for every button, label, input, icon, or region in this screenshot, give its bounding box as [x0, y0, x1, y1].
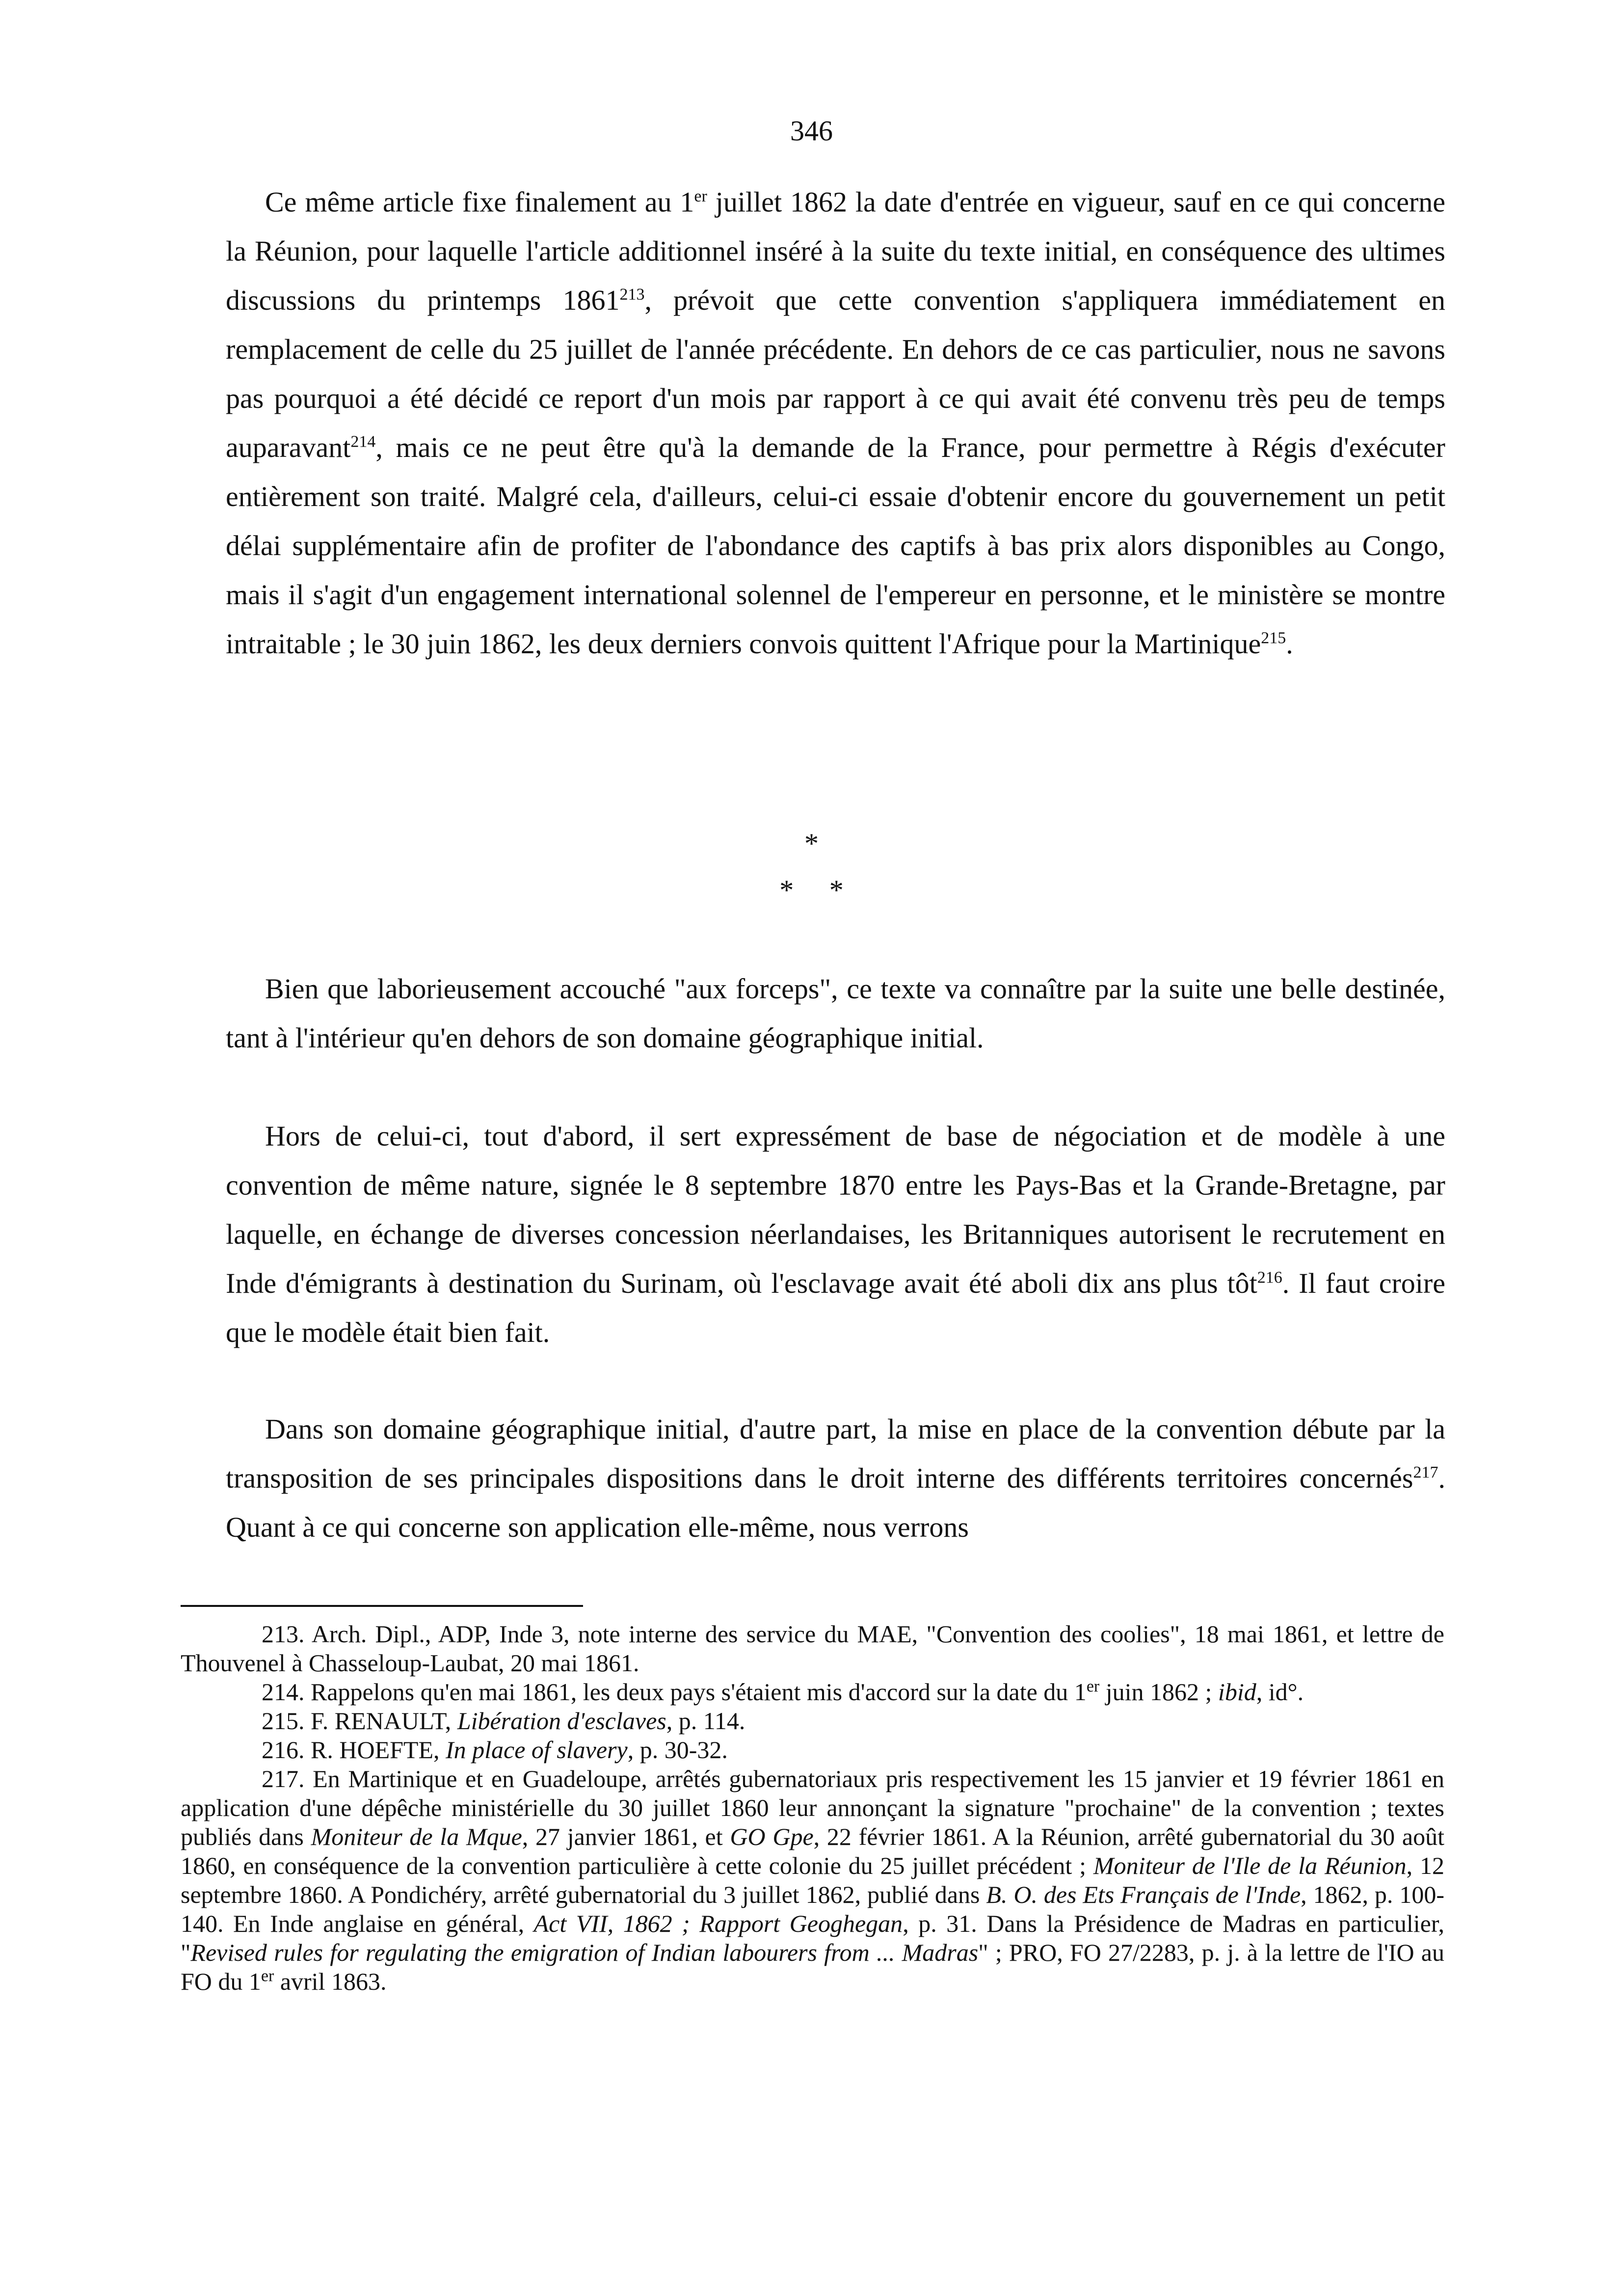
text-run: .	[1286, 628, 1293, 660]
text-run: juin 1862 ;	[1099, 1678, 1218, 1706]
asterism-top: *	[804, 828, 819, 859]
text-run: , 1862, p. 100-140. En Inde anglaise en général,	[181, 1881, 1444, 1937]
text-run: , p. 30-32.	[627, 1736, 728, 1763]
italic-title: Moniteur de la Mque	[311, 1823, 522, 1850]
superscript: er	[261, 1967, 274, 1985]
superscript: er	[1086, 1677, 1100, 1696]
paragraph-3	[226, 1112, 1445, 1357]
italic-title: Act VII, 1862 ; Rapport Geoghegan	[533, 1910, 903, 1937]
text-run: , id°.	[1256, 1678, 1304, 1706]
italic-text: ibid	[1218, 1678, 1256, 1706]
paragraph-2	[226, 964, 1445, 1063]
footnote-216	[181, 1735, 1444, 1764]
footnote-ref-215[interactable]: 215	[1261, 629, 1286, 647]
text-run: " ; PRO, FO 27/2283, p. j. à la lettre de l'IO au FO du 1	[181, 1939, 1445, 1995]
text-run: 215. F. RENAULT,	[262, 1707, 457, 1735]
italic-title: Libération d'esclaves	[457, 1707, 666, 1735]
text-run: Bien que laborieusement accouché "aux forceps", ce texte va connaître par la suite une belle destinée, tant à l'intérieur qu'en dehors de son domaine géographique initial.	[226, 973, 1445, 1054]
paragraph-4	[226, 1405, 1445, 1552]
footnotes	[181, 1620, 1444, 1996]
footnote-217	[181, 1764, 1444, 1996]
italic-title: Revised rules for regulating the emigration of Indian labourers from ... Madras	[190, 1939, 979, 1966]
footnote-215	[181, 1707, 1444, 1735]
text-run: , mais ce ne peut être qu'à la demande de la France, pour permettre à Régis d'exécuter entièrement son traité. Malgré cela, d'ailleurs, celui-ci essaie d'obtenir encore du gouvernement un petit délai supplémentaire afin de profiter de l'abondance des captifs à bas prix alors disponibles au Congo, mais il s'agit d'un engagement international solennel de l'empereur en personne, et le ministère se montre intraitable ; le 30 juin 1862, les deux derniers convois quittent l'Afrique pour la Martinique	[226, 431, 1445, 660]
italic-title: Moniteur de l'Ile de la Réunion	[1093, 1852, 1407, 1879]
text-run: , p. 114.	[666, 1707, 745, 1735]
text-run: Ce même article fixe finalement au 1	[265, 186, 694, 218]
footnote-separator	[181, 1605, 583, 1607]
text-run: 213. Arch. Dipl., ADP, Inde 3, note interne des service du MAE, "Convention des coolies", 18 mai 1861, et lettre de Thouvenel à Chasseloup-Laubat, 20 mai 1861.	[181, 1620, 1444, 1677]
text-run: Hors de celui-ci, tout d'abord, il sert expressément de base de négociation et de modèle à une convention de même nature, signée le 8 septembre 1870 entre les Pays-Bas et la Grande-Bretagne, par laquelle, en échange de diverses concession néerlandaises, les Britanniques autorisent le recrutement en Inde d'émigrants à destination du Surinam, où l'esclavage avait été aboli dix ans plus tôt	[226, 1120, 1445, 1299]
page-number: 346	[790, 115, 833, 147]
footnote-214	[181, 1678, 1444, 1707]
text-run: 216. R. HOEFTE,	[262, 1736, 446, 1763]
text-run: , 12 septembre 1860. A Pondichéry, arrêté gubernatorial du 3 juillet 1862, publié dans	[181, 1852, 1445, 1908]
text-run: , p. 31. Dans la Présidence de Madras en particulier, "	[181, 1910, 1445, 1966]
footnote-ref-217[interactable]: 217	[1413, 1463, 1438, 1482]
text-run: , prévoit que cette convention s'appliquera immédiatement en remplacement de celle du 25 juillet de l'année précédente. En dehors de ce cas particulier, nous ne savons pas pourquoi a été décidé ce report d'un mois par rapport à ce qui avait été convenu très peu de temps auparavant	[226, 284, 1446, 463]
text-run: Dans son domaine géographique initial, d'autre part, la mise en place de la convention débute par la transposition de ses principales dispositions dans le droit interne des différents territoires concernés	[226, 1413, 1445, 1494]
italic-title: B. O. des Ets Français de l'Inde	[986, 1881, 1301, 1908]
text-run: . Il faut croire que le modèle était bien fait.	[226, 1267, 1445, 1348]
text-run: avril 1863.	[274, 1968, 387, 1995]
paragraph-1	[226, 178, 1445, 668]
text-run: , 22 février 1861. A la Réunion, arrêté gubernatorial du 30 août 1860, en conséquence de la convention particulière à cette colonie du 25 juillet précédent ;	[181, 1823, 1445, 1879]
footnote-ref-214[interactable]: 214	[350, 432, 376, 451]
italic-title: In place of slavery	[446, 1736, 628, 1763]
text-run: . Quant à ce qui concerne son application elle-même, nous verrons	[226, 1462, 1445, 1543]
italic-title: GO Gpe	[730, 1823, 814, 1850]
text-run: 217. En Martinique et en Guadeloupe, arrêtés gubernatoriaux pris respectivement les 15 janvier et 19 février 1861 en application d'une dépêche ministérielle du 30 juillet 1860 leur annonçant la signature "prochaine" de la convention ; textes publiés dans	[181, 1765, 1444, 1850]
text-run: 214. Rappelons qu'en mai 1861, les deux pays s'étaient mis d'accord sur la date du 1	[262, 1678, 1087, 1706]
text-run: juillet 1862 la date d'entrée en vigueur, sauf en ce qui concerne la Réunion, pour laquelle l'article additionnel inséré à la suite du texte initial, en conséquence des ultimes discussions du printemps 1861	[226, 186, 1446, 316]
asterism-bottom: * *	[779, 874, 844, 906]
footnote-213	[181, 1620, 1444, 1678]
superscript: er	[694, 187, 707, 206]
footnote-ref-216[interactable]: 216	[1257, 1268, 1282, 1287]
footnote-ref-213[interactable]: 213	[619, 285, 645, 304]
text-run: , 27 janvier 1861, et	[522, 1823, 730, 1850]
